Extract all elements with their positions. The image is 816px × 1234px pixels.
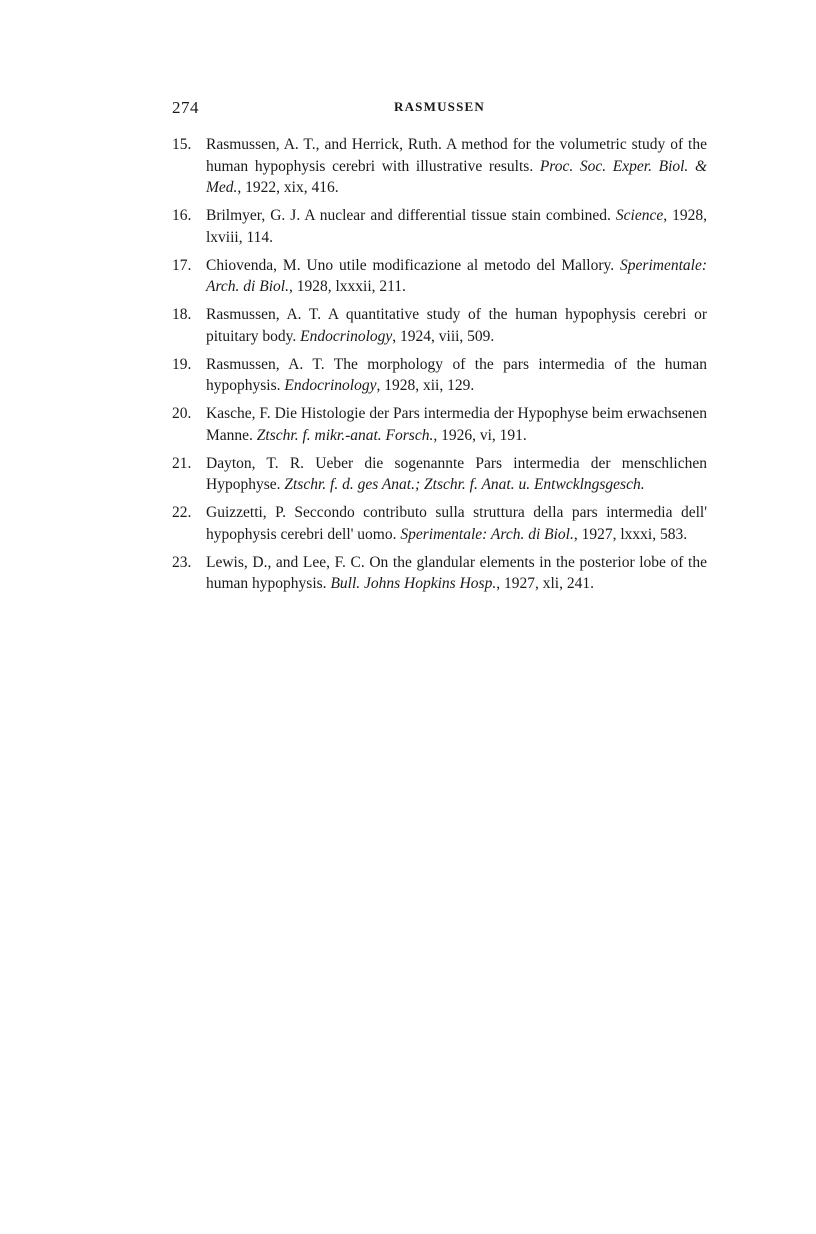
reference-number: 18. xyxy=(172,306,192,323)
running-head: RASMUSSEN xyxy=(394,99,485,114)
reference-citation: , 1927, xli, 241. xyxy=(496,575,594,592)
reference-source: Sperimentale: Arch. di Biol. xyxy=(400,525,574,543)
reference-number: 16. xyxy=(172,207,192,224)
reference-text: Guizzetti, P. Seccondo contributo sulla struttura della pars intermedia dell' hypophysis cerebri dell' uomo. xyxy=(206,504,707,543)
reference-text: Kasche, F. Die Histologie der Pars intermedia der Hypophyse beim erwachsenen Manne. xyxy=(206,405,707,444)
page-header xyxy=(172,98,707,120)
reference-item xyxy=(172,403,707,446)
reference-number: 15. xyxy=(172,136,192,153)
reference-source: Bull. Johns Hopkins Hosp. xyxy=(330,575,497,592)
reference-item xyxy=(172,453,707,496)
reference-text: Dayton, T. R. Ueber die sogenannte Pars intermedia der menschlichen Hypophyse. xyxy=(206,454,707,493)
reference-item xyxy=(172,502,707,545)
reference-number: 22. xyxy=(172,504,192,521)
reference-source: Ztschr. f. d. ges Anat.; Ztschr. f. Anat. u. Entwcklngsgesch. xyxy=(284,476,645,493)
reference-item xyxy=(172,205,707,248)
reference-number: 17. xyxy=(172,256,192,274)
reference-text: Brilmyer, G. J. A nuclear and differential tissue stain combined. xyxy=(206,207,616,224)
reference-source: Endocrinology xyxy=(300,327,393,345)
reference-source: Proc. Soc. Exper. Biol. & Med. xyxy=(206,157,708,196)
reference-citation: , 1924, viii, 509. xyxy=(392,327,495,345)
reference-source: Sperimentale: Arch. di Biol. xyxy=(206,256,707,295)
reference-number: 19. xyxy=(172,355,192,373)
reference-number: 21. xyxy=(172,454,192,472)
reference-text: Rasmussen, A. T. A quantitative study of the human hypophysis cerebri or pituitary body. xyxy=(206,306,707,345)
reference-citation: , 1927, lxxxi, 583. xyxy=(573,525,688,543)
reference-citation: , 1928, xii, 129. xyxy=(376,377,475,394)
reference-item xyxy=(172,304,707,347)
reference-text: Lewis, D., and Lee, F. C. On the glandular elements in the posterior lobe of the human hypophysis. xyxy=(206,553,707,592)
reference-item xyxy=(172,134,707,199)
reference-citation: , 1928, lxxxii, 211. xyxy=(288,278,406,295)
reference-source: Endocrinology xyxy=(284,377,377,394)
reference-item xyxy=(172,354,707,397)
reference-text: Rasmussen, A. T., and Herrick, Ruth. A method for the volumetric study of the human hypophysis cerebri with illustrative results. xyxy=(206,136,707,175)
reference-citation: , 1922, xix, 416. xyxy=(237,179,339,196)
reference-citation: , 1928, lxviii, 114. xyxy=(206,207,708,246)
reference-text: Rasmussen, A. T. The morphology of the pars intermedia of the human hypophysis. xyxy=(206,355,707,394)
page-number: 274 xyxy=(172,98,199,117)
reference-item xyxy=(172,255,707,298)
reference-number: 23. xyxy=(172,553,192,571)
reference-text: Chiovenda, M. Uno utile modificazione al metodo del Mallory. xyxy=(206,256,621,274)
reference-item xyxy=(172,552,707,595)
reference-number: 20. xyxy=(172,405,192,422)
reference-list xyxy=(172,134,707,601)
reference-source: Ztschr. f. mikr.-anat. Forsch. xyxy=(256,426,434,444)
reference-citation: , 1926, vi, 191. xyxy=(433,426,527,444)
reference-source: Science xyxy=(615,207,664,224)
